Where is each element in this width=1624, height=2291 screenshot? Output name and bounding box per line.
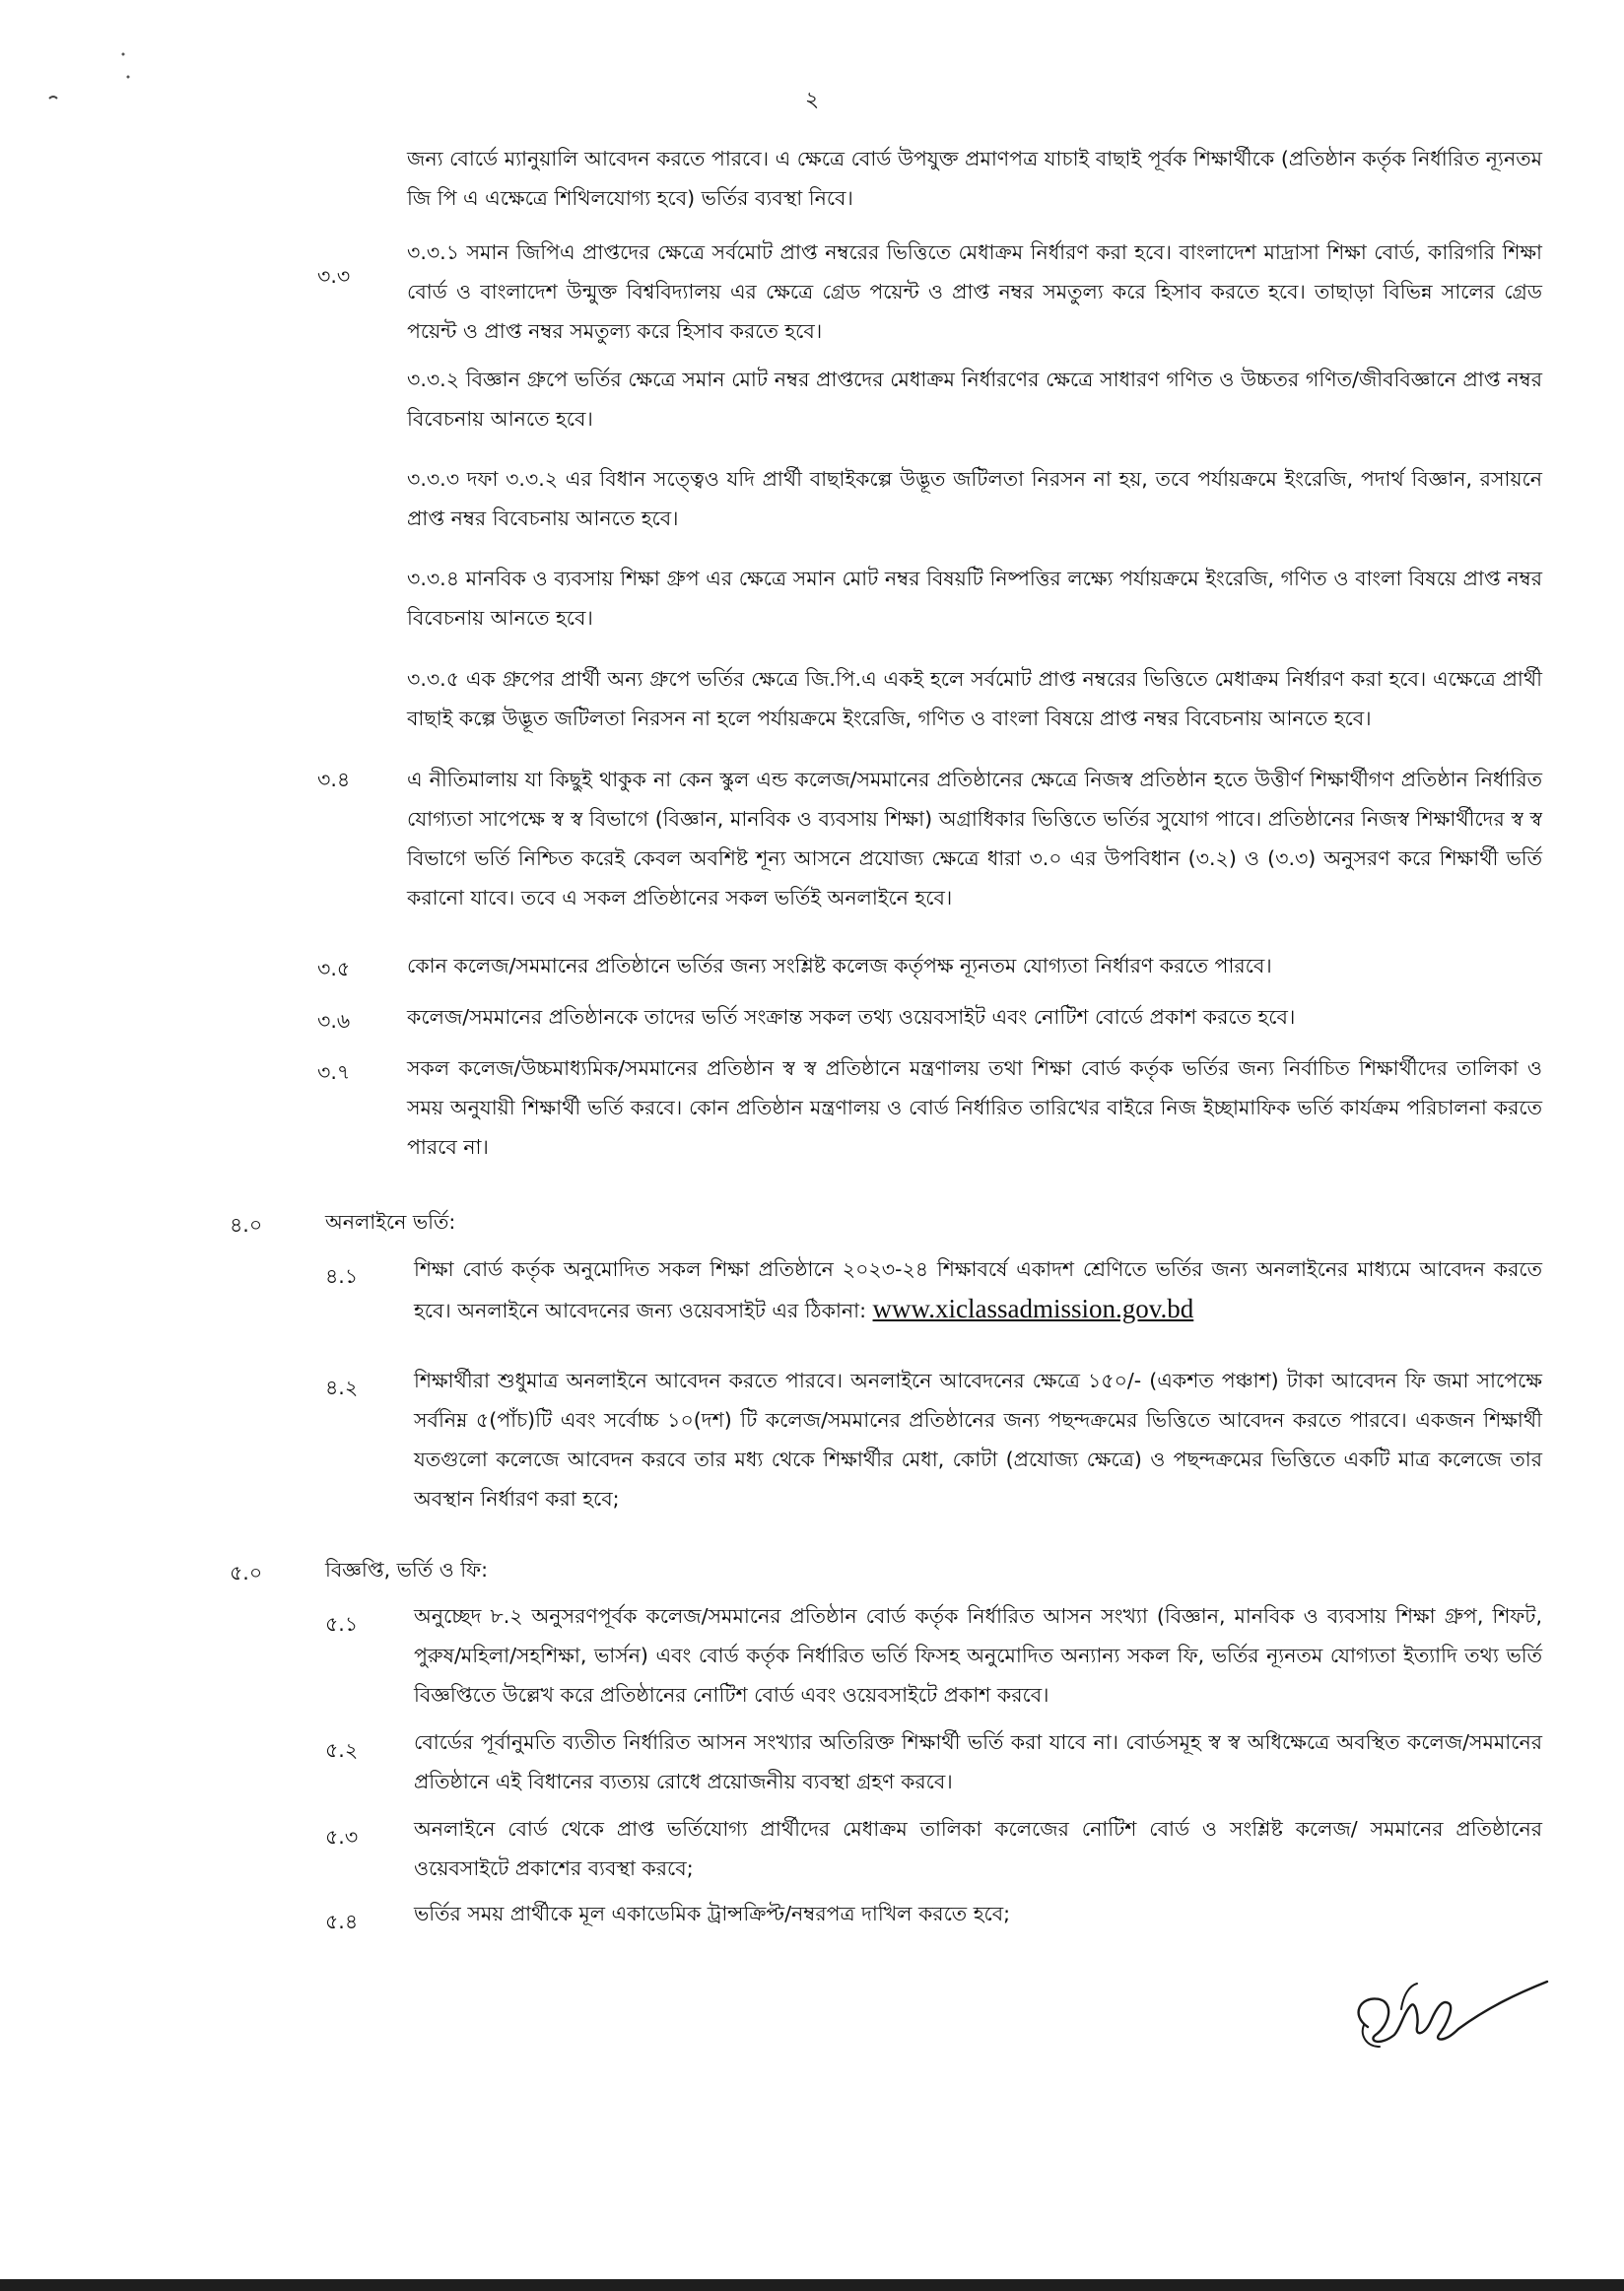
- clause-3-5: কোন কলেজ/সমমানের প্রতিষ্ঠানে ভর্তির জন্য সংশ্লিষ্ট কলেজ কর্তৃপক্ষ ন্যূনতম যোগ্যতা নির্ধারণ করতে পারবে।: [407, 954, 1272, 977]
- clause-5-2: বোর্ডের পূর্বানুমতি ব্যতীত নির্ধারিত আসন সংখ্যার অতিরিক্ত শিক্ষার্থী ভর্তি করা যাবে না। বোর্ডসমূহ স্ব স্ব অধিক্ষেত্রে অবস্থিত কলেজ/সমমানের প্রতিষ্ঠানে এই বিধানের ব্যত্যয় রোধে প্রয়োজনীয় ব্যবস্থা গ্রহণ করবে।: [414, 1730, 1542, 1793]
- section-title-5-0: বিজ্ঞপ্তি, ভর্তি ও ফি:: [325, 1558, 489, 1582]
- clause-3-3-2: ৩.৩.২ বিজ্ঞান গ্রুপে ভর্তির ক্ষেত্রে সমান মোট নম্বর প্রাপ্তদের মেধাক্রম নির্ধারণের ক্ষেত্রে সাধারণ গণিত ও উচ্চতর গণিত/জীববিজ্ঞানে প্রাপ্ত নম্বর বিবেচনায় আনতে হবে।: [407, 368, 1542, 431]
- admission-website-link[interactable]: www.xiclassadmission.gov.bd: [872, 1294, 1194, 1323]
- scan-bottom-edge: [0, 2279, 1624, 2291]
- clause-3-3-1: ৩.৩.১ সমান জিপিএ প্রাপ্তদের ক্ষেত্রে সর্বমোট প্রাপ্ত নম্বরের ভিত্তিতে মেধাক্রম নির্ধারণ করা হবে। বাংলাদেশ মাদ্রাসা শিক্ষা বোর্ড, কারিগরি শিক্ষা বোর্ড ও বাংলাদেশ উন্মুক্ত বিশ্ববিদ্যালয় এর ক্ষেত্রে গ্রেড পয়েন্ট ও প্রাপ্ত নম্বর সমতুল্য করে হিসাব করতে হবে। তাছাড়া বিভিন্ন সালের গ্রেড পয়েন্ট ও প্রাপ্ত নম্বর সমতুল্য করে হিসাব করতে হবে।: [407, 240, 1542, 343]
- section-number-3-5: ৩.৫: [317, 957, 351, 980]
- section-number-3-4: ৩.৪: [317, 768, 351, 791]
- clause-3-6: কলেজ/সমমানের প্রতিষ্ঠানকে তাদের ভর্তি সংক্রান্ত সকল তথ্য ওয়েবসাইট এবং নোটিশ বোর্ডে প্রকাশ করতে হবে।: [407, 1005, 1296, 1029]
- section-number-4-1: ৪.১: [325, 1264, 359, 1288]
- section-number-4-2: ৪.২: [325, 1376, 359, 1399]
- section-number-3-7: ৩.৭: [317, 1060, 351, 1084]
- clause-3-3-3: ৩.৩.৩ দফা ৩.৩.২ এর বিধান সত্ত্বেও যদি প্রার্থী বাছাইকল্পে উদ্ভূত জটিলতা নিরসন না হয়, তবে পর্যায়ক্রমে ইংরেজি, পদার্থ বিজ্ঞান, রসায়নে প্রাপ্ত নম্বর বিবেচনায় আনতে হবে।: [407, 467, 1542, 530]
- section-number-5-0: ৫.০: [230, 1561, 263, 1584]
- section-number-3-3: ৩.৩: [317, 264, 351, 288]
- clause-5-4: ভর্তির সময় প্রার্থীকে মূল একাডেমিক ট্রান্সক্রিপ্ট/নম্বরপত্র দাখিল করতে হবে;: [414, 1902, 1011, 1925]
- section-title-4-0: অনলাইনে ভর্তি:: [325, 1210, 456, 1234]
- clause-4-2: শিক্ষার্থীরা শুধুমাত্র অনলাইনে আবেদন করতে পারবে। অনলাইনে আবেদনের ক্ষেত্রে ১৫০/- (একশত পঞ্চাশ) টাকা আবেদন ফি জমা সাপেক্ষে সর্বনিম্ন ৫(পাঁচ)টি এবং সর্বোচ্চ ১০(দশ) টি কলেজ/সমমানের প্রতিষ্ঠানের জন্য পছন্দক্রমের ভিত্তিতে আবেদন করতে পারবে। একজন শিক্ষার্থী যতগুলো কলেজে আবেদন করবে তার মধ্য থেকে শিক্ষার্থীর মেধা, কোটা (প্রযোজ্য ক্ষেত্রে) ও পছন্দক্রমের ভিত্তিতে একটি মাত্র কলেজে তার অবস্থান নির্ধারণ করা হবে;: [414, 1369, 1542, 1511]
- section-number-4-0: ৪.০: [230, 1213, 263, 1237]
- page-number: ২: [804, 88, 820, 112]
- clause-5-3: অনলাইনে বোর্ড থেকে প্রাপ্ত ভর্তিযোগ্য প্রার্থীদের মেধাক্রম তালিকা কলেজের নোটিশ বোর্ড ও সংশ্লিষ্ট কলেজ/ সমমানের প্রতিষ্ঠানের ওয়েবসাইটে প্রকাশের ব্যবস্থা করবে;: [414, 1817, 1542, 1880]
- clause-4-1-text: শিক্ষা বোর্ড কর্তৃক অনুমোদিত সকল শিক্ষা প্রতিষ্ঠানে ২০২৩-২৪ শিক্ষাবর্ষে একাদশ শ্রেণিতে ভর্তির জন্য অনলাইনের মাধ্যমে আবেদন করতে হবে। অনলাইনে আবেদনের জন্য ওয়েবসাইট এর ঠিকানা:: [414, 1257, 1542, 1322]
- clause-3-7: সকল কলেজ/উচ্চমাধ্যমিক/সমমানের প্রতিষ্ঠান স্ব স্ব প্রতিষ্ঠানে মন্ত্রণালয় তথা শিক্ষা বোর্ড কর্তৃক ভর্তির জন্য নির্বাচিত শিক্ষার্থীদের তালিকা ও সময় অনুযায়ী শিক্ষার্থী ভর্তি করবে। কোন প্রতিষ্ঠান মন্ত্রণালয় ও বোর্ড নির্ধারিত তারিখের বাইরে নিজ ইচ্ছামাফিক ভর্তি কার্যক্রম পরিচালনা করতে পারবে না।: [407, 1056, 1542, 1159]
- handwritten-signature: [1340, 1956, 1557, 2064]
- clause-4-1: [414, 1249, 1542, 1330]
- clause-3-3-4: ৩.৩.৪ মানবিক ও ব্যবসায় শিক্ষা গ্রুপ এর ক্ষেত্রে সমান মোট নম্বর বিষয়টি নিষ্পত্তির লক্ষ্যে পর্যায়ক্রমে ইংরেজি, গণিত ও বাংলা বিষয়ে প্রাপ্ত নম্বর বিবেচনায় আনতে হবে।: [407, 567, 1542, 630]
- section-number-5-4: ৫.৪: [325, 1910, 359, 1933]
- section-number-5-2: ৫.২: [325, 1738, 359, 1762]
- clause-5-1: অনুচ্ছেদ ৮.২ অনুসরণপূর্বক কলেজ/সমমানের প্রতিষ্ঠান বোর্ড কর্তৃক নির্ধারিত আসন সংখ্যা (বিজ্ঞান, মানবিক ও ব্যবসায় শিক্ষা গ্রুপ, শিফট, পুরুষ/মহিলা/সহশিক্ষা, ভার্সন) এবং বোর্ড কর্তৃক নির্ধারিত ভর্তি ফিসহ অনুমোদিত অন্যান্য সকল ফি, ভর্তির ন্যূনতম যোগ্যতা ইত্যাদি তথ্য ভর্তি বিজ্ঞপ্তিতে উল্লেখ করে প্রতিষ্ঠানের নোটিশ বোর্ড এবং ওয়েবসাইটে প্রকাশ করবে।: [414, 1604, 1542, 1707]
- intro-paragraph: জন্য বোর্ডে ম্যানুয়ালি আবেদন করতে পারবে। এ ক্ষেত্রে বোর্ড উপযুক্ত প্রমাণপত্র যাচাই বাছাই পূর্বক শিক্ষার্থীকে (প্রতিষ্ঠান কর্তৃক নির্ধারিত ন্যূনতম জি পি এ এক্ষেত্রে শিথিলযোগ্য হবে) ভর্তির ব্যবস্থা নিবে।: [407, 147, 1542, 210]
- section-number-5-3: ৫.৩: [325, 1825, 359, 1849]
- section-number-3-6: ৩.৬: [317, 1009, 351, 1033]
- clause-3-4: এ নীতিমালায় যা কিছুই থাকুক না কেন স্কুল এন্ড কলেজ/সমমানের প্রতিষ্ঠানের ক্ষেত্রে নিজস্ব প্রতিষ্ঠান হতে উত্তীর্ণ শিক্ষার্থীগণ প্রতিষ্ঠান নির্ধারিত যোগ্যতা সাপেক্ষে স্ব স্ব বিভাগে (বিজ্ঞান, মানবিক ও ব্যবসায় শিক্ষা) অগ্রাধিকার ভিত্তিতে ভর্তির সুযোগ পাবে। প্রতিষ্ঠানের নিজস্ব শিক্ষার্থীদের স্ব স্ব বিভাগে ভর্তি নিশ্চিত করেই কেবল অবশিষ্ট শূন্য আসনে প্রযোজ্য ক্ষেত্রে ধারা ৩.০ এর উপবিধান (৩.২) ও (৩.৩) অনুসরণ করে শিক্ষার্থী ভর্তি করানো যাবে। তবে এ সকল প্রতিষ্ঠানের সকল ভর্তিই অনলাইনে হবে।: [407, 768, 1542, 910]
- clause-3-3-5: ৩.৩.৫ এক গ্রুপের প্রার্থী অন্য গ্রুপে ভর্তির ক্ষেত্রে জি.পি.এ একই হলে সর্বমোট প্রাপ্ত নম্বরের ভিত্তিতে মেধাক্রম নির্ধারণ করা হবে। এক্ষেত্রে প্রার্থী বাছাই কল্পে উদ্ভূত জটিলতা নিরসন না হলে পর্যায়ক্রমে ইংরেজি, গণিত ও বাংলা বিষয়ে প্রাপ্ত নম্বর বিবেচনায় আনতে হবে।: [407, 667, 1542, 730]
- section-number-5-1: ৫.১: [325, 1612, 359, 1636]
